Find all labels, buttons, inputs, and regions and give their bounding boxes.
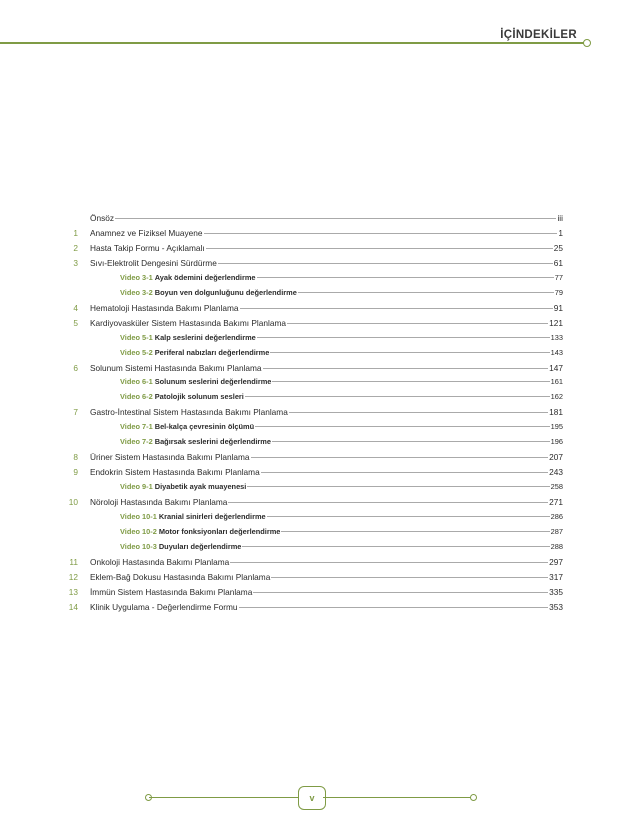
toc-leader-dots [247,486,549,487]
toc-leader-dots [253,592,548,593]
toc-chapter-number: 9 [73,467,78,478]
toc-video-label: Video 3-1 [120,272,153,282]
toc-page-number: 287 [550,526,563,536]
toc-page-number: 297 [549,556,563,567]
toc-video-entry [0,271,621,285]
toc-video-label: Video 7-1 [120,422,153,432]
toc-entry [0,450,621,464]
toc-page-number: 288 [550,541,563,551]
toc-leader-dots [240,308,553,309]
toc-leader-dots [218,263,553,264]
toc-page-number: 91 [553,302,563,313]
toc-entry-line [90,241,563,255]
header-rule [0,42,586,44]
toc-video-title: Kranial sinirleri değerlendirme [158,512,266,521]
toc-page-number: iii [557,213,563,223]
toc-video-title: Boyun ven dolgunluğunu değerlendirme [154,287,297,297]
toc-video-line [120,286,563,300]
toc-video-label: Video 6-1 [120,377,153,387]
toc-entry-title: Kardiyovasküler Sistem Hastasında Bakımı Planlama [90,317,286,328]
toc-video-title: Bel-kalça çevresinin ölçümü [154,422,255,432]
footer-rule-left [149,797,299,798]
toc-video-line [120,375,563,389]
toc-entry [0,301,621,315]
toc-video-label: Video 9-1 [120,482,153,492]
toc-video-label: Video 10-2 [120,526,157,536]
toc-chapter-number: 8 [73,452,78,463]
toc-entry-line [90,256,563,270]
toc-leader-dots [230,562,548,563]
toc-video-line [120,390,563,404]
toc-entry-line [90,450,563,464]
toc-entry [0,211,621,225]
toc-leader-dots [263,368,549,369]
toc-leader-dots [115,218,556,219]
toc-video-label: Video 5-1 [120,332,153,342]
toc-entry-title: Anamnez ve Fiziksel Muayene [90,227,203,238]
toc-entry-line [90,465,563,479]
toc-video-label: Video 10-3 [120,541,157,551]
toc-entry-title: Klinik Uygulama - Değerlendirme Formu [90,601,238,612]
toc-entry [0,226,621,240]
toc-entry-line [90,301,563,315]
toc-page-number: 258 [550,482,563,492]
toc-video-line [120,525,563,539]
toc-video-title: Periferal nabızları değerlendirme [154,347,270,357]
toc-video-title: Solunum seslerini değerlendirme [154,377,272,387]
toc-video-entry [0,346,621,360]
toc-entry-line [90,585,563,599]
toc-leader-dots [228,502,548,503]
toc-video-line [120,420,563,434]
toc-video-entry [0,390,621,404]
toc-entry [0,555,621,569]
toc-entry [0,241,621,255]
toc-entry [0,256,621,270]
page-number: v [298,786,326,810]
toc-chapter-number: 14 [68,601,78,612]
toc-video-title: Motor fonksiyonları değerlendirme [158,526,281,536]
toc-chapter-number: 1 [73,227,78,238]
toc-entry-line [90,495,563,509]
toc-page-number: 195 [550,422,563,432]
toc-entry-title: Eklem-Bağ Dokusu Hastasında Bakımı Planlama [90,571,271,582]
toc-page-number: 243 [549,467,563,478]
toc-video-entry [0,420,621,434]
toc-video-label: Video 3-2 [120,287,153,297]
toc-page-number: 353 [549,601,563,612]
toc-entry [0,570,621,584]
toc-leader-dots [298,292,554,293]
toc-chapter-number: 4 [73,302,78,313]
toc-video-title: Bağırsak seslerini değerlendirme [154,437,271,447]
toc-entry [0,405,621,419]
header-rule-end-dot [583,39,591,47]
toc-video-entry [0,435,621,449]
toc-video-entry [0,540,621,554]
toc-entry [0,585,621,599]
footer-dot-right [470,794,477,801]
toc-leader-dots [289,412,548,413]
toc-video-label: Video 5-2 [120,347,153,357]
toc-leader-dots [287,323,548,324]
toc-video-title: Duyuları değerlendirme [158,541,242,551]
toc-chapter-number: 10 [68,497,78,508]
toc-chapter-number: 5 [73,317,78,328]
toc-video-entry [0,375,621,389]
toc-entry-title: Solunum Sistemi Hastasında Bakımı Planlama [90,362,262,373]
toc-page-number: 79 [554,287,563,297]
toc-video-entry [0,525,621,539]
toc-entry [0,495,621,509]
toc-entry-line [90,211,563,225]
toc-chapter-number: 13 [68,586,78,597]
toc-leader-dots [257,337,550,338]
toc-entry-line [90,316,563,330]
toc-entry-title: Hematoloji Hastasında Bakımı Planlama [90,302,239,313]
footer-rule-right [323,797,473,798]
toc-chapter-number: 7 [73,407,78,418]
toc-video-line [120,346,563,360]
toc-video-title: Kalp seslerini değerlendirme [154,332,256,342]
toc-video-label: Video 6-2 [120,392,153,402]
toc-video-entry [0,480,621,494]
toc-entry-title: İmmün Sistem Hastasında Bakımı Planlama [90,586,253,597]
toc-leader-dots [206,248,553,249]
toc-page-number: 147 [549,362,563,373]
toc-entry-line [90,555,563,569]
toc-page-number: 317 [549,571,563,582]
toc-video-line [120,540,563,554]
toc-leader-dots [267,516,550,517]
toc-entry-title: Gastro-İntestinal Sistem Hastasında Bakımı Planlama [90,407,288,418]
toc-chapter-number: 2 [73,242,78,253]
toc-page-number: 207 [549,452,563,463]
toc-leader-dots [272,381,549,382]
toc-video-title: Diyabetik ayak muayenesi [154,482,247,492]
toc-page-number: 121 [549,317,563,328]
toc-leader-dots [245,396,550,397]
toc-leader-dots [255,426,550,427]
toc-leader-dots [204,233,558,234]
toc-chapter-number: 3 [73,257,78,268]
toc-page-number: 133 [550,332,563,342]
page-title: İÇİNDEKİLER [500,29,577,41]
toc-page-number: 335 [549,586,563,597]
toc-entry [0,465,621,479]
toc-entry-title: Hasta Takip Formu - Açıklamalı [90,242,205,253]
toc-leader-dots [257,277,554,278]
toc-video-line [120,331,563,345]
toc-page-number: 77 [554,272,563,282]
toc-video-title: Ayak ödemini değerlendirme [154,272,256,282]
toc-video-label: Video 10-1 [120,512,157,521]
toc-page-number: 1 [558,227,563,238]
toc-video-title: Patolojik solunum sesleri [154,392,244,402]
toc-page-number: 181 [549,407,563,418]
toc-page-number: 162 [550,392,563,402]
toc-video-line [120,435,563,449]
toc-video-line [120,480,563,494]
toc-entry-title: Sıvı-Elektrolit Dengesini Sürdürme [90,257,217,268]
toc-entry-title: Önsöz [90,213,114,223]
toc-leader-dots [281,531,549,532]
toc-chapter-number: 6 [73,362,78,373]
toc-video-label: Video 7-2 [120,437,153,447]
toc-entry-title: Üriner Sistem Hastasında Bakımı Planlama [90,452,250,463]
toc-leader-dots [239,607,549,608]
toc-leader-dots [251,457,549,458]
toc-page-number: 61 [553,257,563,268]
toc-entry-title: Nöroloji Hastasında Bakımı Planlama [90,497,228,508]
toc-entry-line [90,405,563,419]
toc-video-entry [0,510,621,524]
toc-entry-line [90,361,563,375]
toc-leader-dots [271,577,548,578]
toc-entry-line [90,226,563,240]
toc-entry-title: Endokrin Sistem Hastasında Bakımı Planlama [90,467,260,478]
toc-page-number: 161 [550,377,563,387]
toc-leader-dots [270,352,549,353]
toc-chapter-number: 11 [69,556,78,567]
toc-video-line [120,271,563,285]
toc-video-line [120,510,563,524]
toc-video-entry [0,331,621,345]
toc-entry [0,316,621,330]
toc-page-number: 286 [550,512,563,521]
toc-page-number: 25 [553,242,563,253]
toc-entry-line [90,600,563,614]
toc-chapter-number: 12 [68,571,78,582]
toc-entry [0,600,621,614]
toc-leader-dots [261,472,548,473]
toc-leader-dots [242,546,549,547]
toc-video-entry [0,286,621,300]
toc-entry-line [90,570,563,584]
toc-page-number: 196 [550,437,563,447]
toc-entry [0,361,621,375]
toc-leader-dots [272,441,550,442]
toc-page-number: 143 [550,347,563,357]
toc-page-number: 271 [549,497,563,508]
toc-entry-title: Onkoloji Hastasında Bakımı Planlama [90,556,230,567]
